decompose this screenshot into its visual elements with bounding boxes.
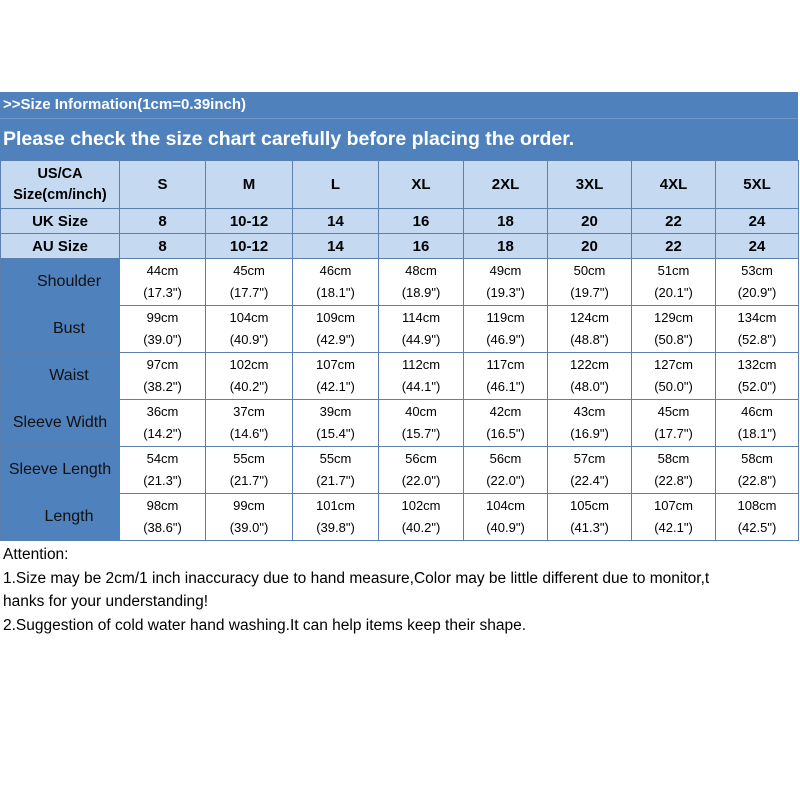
waist-3xl-cell: [548, 353, 632, 400]
length-row: [1, 494, 799, 541]
cm-value: 53cm: [741, 263, 773, 278]
cm-value: 42cm: [489, 404, 522, 419]
sleeve-length-4xl-cell: [632, 447, 716, 494]
size-header-l: L: [293, 161, 379, 209]
uk-size-2xl: 18: [464, 209, 548, 234]
cm-value: 132cm: [737, 357, 777, 372]
cm-value: 39cm: [319, 404, 352, 419]
inch-value: (17.3"): [143, 285, 182, 300]
inch-value: (48.0"): [570, 379, 609, 394]
sleeve-length-m-cell: [206, 447, 293, 494]
inch-value: (44.9"): [401, 332, 441, 347]
size-header-s: S: [120, 161, 206, 209]
inch-value: (42.5"): [737, 520, 777, 535]
inch-value: (21.7"): [316, 473, 355, 488]
sleeve-length-s-cell: [120, 447, 206, 494]
waist-xl-cell: [379, 353, 464, 400]
inch-value: (19.3"): [486, 285, 525, 300]
cm-value: 97cm: [146, 357, 179, 372]
waist-4xl-cell: [632, 353, 716, 400]
cm-value: 54cm: [146, 451, 179, 466]
inch-value: (38.6"): [143, 520, 182, 535]
cm-value: 108cm: [737, 498, 777, 513]
cm-value: 98cm: [146, 498, 179, 513]
cm-value: 114cm: [401, 310, 441, 325]
inch-value: (40.9"): [229, 332, 269, 347]
cm-value: 46cm: [741, 404, 773, 419]
au-size-5xl: 24: [716, 234, 799, 259]
length-m-cell: [206, 494, 293, 541]
waist-s-cell: [120, 353, 206, 400]
bust-label: Bust: [1, 306, 120, 353]
cm-value: 43cm: [573, 404, 606, 419]
waist-m-cell: [206, 353, 293, 400]
bust-2xl-cell: [464, 306, 548, 353]
inch-value: (42.1"): [654, 520, 693, 535]
sleeve-width-5xl-cell: [716, 400, 799, 447]
au-size-3xl: 20: [548, 234, 632, 259]
inch-value: (18.1"): [737, 426, 777, 441]
inch-value: (14.6"): [229, 426, 269, 441]
size-table: [0, 160, 799, 541]
size-chart-sheet: [0, 92, 798, 637]
shoulder-4xl-cell: [632, 259, 716, 306]
inch-value: (17.7"): [229, 285, 269, 300]
sleeve-length-xl-cell: [379, 447, 464, 494]
check-size-banner: Please check the size chart carefully before placing the order.: [0, 118, 798, 160]
sleeve-width-s-cell: [120, 400, 206, 447]
cm-value: 117cm: [486, 357, 525, 372]
inch-value: (46.1"): [486, 379, 525, 394]
bust-m-cell: [206, 306, 293, 353]
length-2xl-cell: [464, 494, 548, 541]
inch-value: (46.9"): [486, 332, 525, 347]
size-unit-label: Size(cm/inch): [13, 186, 107, 203]
inch-value: (44.1"): [401, 379, 441, 394]
sleeve-length-l-cell: [293, 447, 379, 494]
size-header-4xl: 4XL: [632, 161, 716, 209]
waist-l-cell: [293, 353, 379, 400]
cm-value: 40cm: [405, 404, 437, 419]
inch-value: (22.0"): [486, 473, 525, 488]
au-size-label: AU Size: [1, 234, 120, 259]
inch-value: (21.7"): [229, 473, 269, 488]
cm-value: 45cm: [657, 404, 690, 419]
cm-value: 46cm: [319, 263, 352, 278]
cm-value: 102cm: [229, 357, 269, 372]
shoulder-row: [1, 259, 799, 306]
bust-xl-cell: [379, 306, 464, 353]
sleeve-length-label: Sleeve Length: [1, 447, 120, 494]
inch-value: (20.9"): [737, 285, 777, 300]
cm-value: 122cm: [569, 357, 610, 372]
uk-size-5xl: 24: [716, 209, 799, 234]
attention-line-2: hanks for your understanding!: [3, 593, 209, 610]
uk-size-4xl: 22: [632, 209, 716, 234]
sleeve-length-row: [1, 447, 799, 494]
sleeve-width-row: [1, 400, 799, 447]
bust-4xl-cell: [632, 306, 716, 353]
sleeve-width-xl-cell: [379, 400, 464, 447]
inch-value: (20.1"): [654, 285, 693, 300]
uk-size-3xl: 20: [548, 209, 632, 234]
inch-value: (52.0"): [737, 379, 777, 394]
au-size-l: 14: [293, 234, 379, 259]
us-ca-label: US/CA: [37, 165, 83, 182]
cm-value: 104cm: [485, 498, 526, 513]
length-3xl-cell: [548, 494, 632, 541]
shoulder-l-cell: [293, 259, 379, 306]
cm-value: 104cm: [229, 310, 269, 325]
inch-value: (40.2"): [229, 379, 269, 394]
sleeve-width-m-cell: [206, 400, 293, 447]
inch-value: (15.7"): [401, 426, 441, 441]
inch-value: (15.4"): [316, 426, 355, 441]
attention-line-1: 1.Size may be 2cm/1 inch inaccuracy due to hand measure,Color may be little different due to monitor,t: [3, 569, 710, 587]
cm-value: 127cm: [653, 357, 694, 372]
inch-value: (22.4"): [570, 473, 609, 488]
cm-value: 45cm: [233, 263, 265, 278]
cm-value: 44cm: [146, 263, 179, 278]
cm-value: 102cm: [401, 498, 441, 513]
inch-value: (52.8"): [737, 332, 777, 347]
cm-value: 101cm: [315, 498, 356, 513]
cm-value: 50cm: [573, 263, 606, 278]
attention-title: Attention:: [3, 546, 69, 563]
shoulder-2xl-cell: [464, 259, 548, 306]
sleeve-length-2xl-cell: [464, 447, 548, 494]
cm-value: 49cm: [489, 263, 522, 278]
bust-l-cell: [293, 306, 379, 353]
bust-3xl-cell: [548, 306, 632, 353]
shoulder-xl-cell: [379, 259, 464, 306]
size-header-5xl: 5XL: [716, 161, 799, 209]
size-header-2xl: 2XL: [464, 161, 548, 209]
sleeve-width-l-cell: [293, 400, 379, 447]
cm-value: 36cm: [146, 404, 179, 419]
size-header-3xl: 3XL: [548, 161, 632, 209]
sleeve-width-4xl-cell: [632, 400, 716, 447]
inch-value: (48.8"): [570, 332, 609, 347]
cm-value: 112cm: [401, 357, 441, 372]
uk-size-row: [1, 209, 799, 234]
length-l-cell: [293, 494, 379, 541]
au-size-4xl: 22: [632, 234, 716, 259]
sleeve-width-3xl-cell: [548, 400, 632, 447]
attention-line-3: 2.Suggestion of cold water hand washing.It can help items keep their shape.: [3, 616, 527, 634]
shoulder-label: Shoulder: [1, 259, 120, 306]
cm-value: 58cm: [657, 451, 690, 466]
cm-value: 99cm: [233, 498, 265, 513]
size-header-m: M: [206, 161, 293, 209]
inch-value: (38.2"): [143, 379, 182, 394]
sleeve-length-3xl-cell: [548, 447, 632, 494]
cm-value: 99cm: [146, 310, 179, 325]
size-info-banner: >>Size Information(1cm=0.39inch): [0, 92, 798, 118]
waist-2xl-cell: [464, 353, 548, 400]
cm-value: 57cm: [573, 451, 606, 466]
sleeve-width-2xl-cell: [464, 400, 548, 447]
shoulder-3xl-cell: [548, 259, 632, 306]
cm-value: 51cm: [657, 263, 690, 278]
inch-value: (19.7"): [570, 285, 609, 300]
length-s-cell: [120, 494, 206, 541]
bust-s-cell: [120, 306, 206, 353]
cm-value: 124cm: [569, 310, 610, 325]
length-xl-cell: [379, 494, 464, 541]
uk-size-l: 14: [293, 209, 379, 234]
length-4xl-cell: [632, 494, 716, 541]
cm-value: 58cm: [741, 451, 773, 466]
bust-5xl-cell: [716, 306, 799, 353]
waist-row: [1, 353, 799, 400]
inch-value: (21.3"): [143, 473, 182, 488]
inch-value: (22.0"): [401, 473, 441, 488]
cm-value: 119cm: [486, 310, 525, 325]
au-size-s: 8: [120, 234, 206, 259]
inch-value: (39.8"): [316, 520, 355, 535]
inch-value: (39.0"): [229, 520, 269, 535]
sleeve-width-label: Sleeve Width: [1, 400, 120, 447]
au-size-row: [1, 234, 799, 259]
waist-5xl-cell: [716, 353, 799, 400]
length-label: Length: [1, 494, 120, 541]
cm-value: 48cm: [405, 263, 437, 278]
inch-value: (40.2"): [401, 520, 441, 535]
us-ca-size-header: [1, 161, 120, 209]
shoulder-5xl-cell: [716, 259, 799, 306]
cm-value: 129cm: [653, 310, 694, 325]
cm-value: 56cm: [489, 451, 522, 466]
inch-value: (50.0"): [654, 379, 693, 394]
cm-value: 107cm: [653, 498, 694, 513]
attention-notes: [0, 541, 798, 637]
inch-value: (22.8"): [737, 473, 777, 488]
shoulder-s-cell: [120, 259, 206, 306]
us-size-header-row: [1, 161, 799, 209]
uk-size-s: 8: [120, 209, 206, 234]
sleeve-length-5xl-cell: [716, 447, 799, 494]
waist-label: Waist: [1, 353, 120, 400]
uk-size-label: UK Size: [1, 209, 120, 234]
inch-value: (42.1"): [316, 379, 355, 394]
cm-value: 55cm: [233, 451, 265, 466]
inch-value: (40.9"): [486, 520, 525, 535]
size-header-xl: XL: [379, 161, 464, 209]
inch-value: (18.1"): [316, 285, 355, 300]
length-5xl-cell: [716, 494, 799, 541]
cm-value: 55cm: [319, 451, 352, 466]
inch-value: (17.7"): [654, 426, 693, 441]
inch-value: (14.2"): [143, 426, 182, 441]
inch-value: (16.9"): [570, 426, 609, 441]
cm-value: 56cm: [405, 451, 437, 466]
bust-row: [1, 306, 799, 353]
inch-value: (39.0"): [143, 332, 182, 347]
size-table-body: [1, 161, 799, 541]
inch-value: (22.8"): [654, 473, 693, 488]
cm-value: 109cm: [315, 310, 356, 325]
au-size-xl: 16: [379, 234, 464, 259]
inch-value: (18.9"): [401, 285, 441, 300]
uk-size-xl: 16: [379, 209, 464, 234]
uk-size-m: 10-12: [206, 209, 293, 234]
au-size-2xl: 18: [464, 234, 548, 259]
cm-value: 105cm: [569, 498, 610, 513]
cm-value: 134cm: [737, 310, 777, 325]
inch-value: (41.3"): [570, 520, 609, 535]
cm-value: 37cm: [233, 404, 265, 419]
au-size-m: 10-12: [206, 234, 293, 259]
inch-value: (50.8"): [654, 332, 693, 347]
shoulder-m-cell: [206, 259, 293, 306]
inch-value: (42.9"): [316, 332, 355, 347]
inch-value: (16.5"): [486, 426, 525, 441]
cm-value: 107cm: [315, 357, 356, 372]
